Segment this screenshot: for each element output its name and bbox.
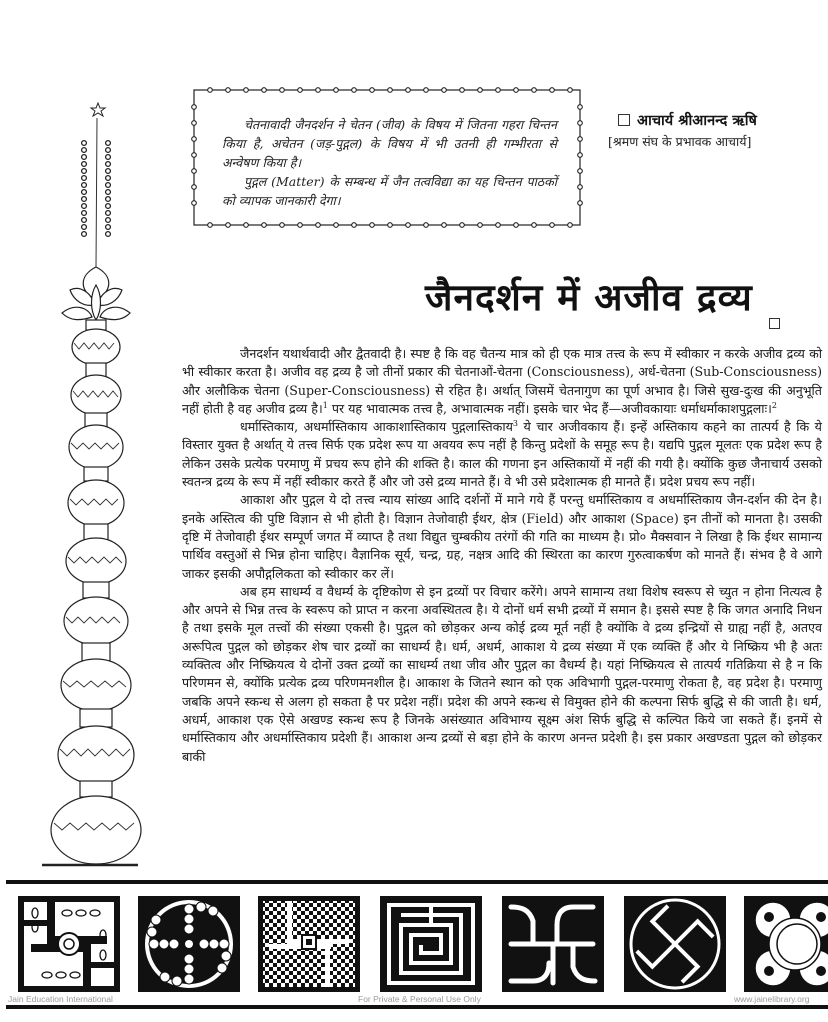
footer-website-link[interactable]: www.jainelibrary.org — [734, 994, 810, 1004]
intro-text — [222, 115, 557, 210]
paragraph-text: धर्मास्तिकाय, अधर्मास्तिकाय आकाशास्तिकाय पुद्गलास्तिकाय — [240, 419, 513, 435]
article-title: जैनदर्शन में अजीव द्रव्य — [425, 275, 753, 319]
swastika-with-beads-tile-icon — [137, 895, 241, 993]
decorative-tile-band — [17, 895, 828, 993]
footer-usage-note: For Private & Personal Use Only — [358, 994, 481, 1004]
band-rule-bottom — [6, 1005, 828, 1009]
intro-paragraph: चेतनावादी जैनदर्शन ने चेतन (जीव) के विषय में जितना गहरा चिन्तन किया है, अचेतन (जड़-पुद्गल) के विषय में भी उतनी ही गम्भीरता से अन्वेषण किया है। — [222, 117, 557, 170]
pillar-ornament — [0, 95, 180, 875]
swastika-with-vines-tile-icon — [17, 895, 121, 993]
body-paragraph — [182, 418, 822, 491]
square-ornament-icon — [769, 318, 780, 329]
body-paragraph: आकाश और पुद्गल ये दो तत्त्व न्याय सांख्य आदि दर्शनों में माने गये हैं परन्तु धर्मास्तिकाय व अधर्मास्तिकाय जैन-दर्शन की देन है। इनके अस्तित्व की पुष्टि विज्ञान से भी होती है। विज्ञान तेजोवाही ईथर, क्षेत्र (Field) और आकाश (Space) इन तीनों को मानता है। उसकी दृष्टि में तेजोवाही ईथर सम्पूर्ण जगत में व्याप्त है तथा विद्युत चुम्बकीय तरंगों की गति का माध्यम है। प्रो० मैक्सवान ने लिखा है कि ईथर सामान्य पार्थिव वस्तुओं से भिन्न होना चाहिए। वैज्ञानिक सूर्य, चन्द्र, ग्रह, नक्षत्र आदि की स्थिरता का कारण गुरुत्वाकर्षण को मानते हैं। संभव है वे आगे जाकर इसकी अपौद्गलिकता को स्वीकार कर लें। — [182, 492, 822, 581]
author-role: [श्रमण संघ के प्रभावक आचार्य] — [608, 134, 752, 149]
article-body — [182, 345, 822, 766]
footnote-ref[interactable]: 2 — [771, 400, 777, 410]
maze-tile-icon — [379, 895, 483, 993]
author-name-row — [618, 110, 828, 130]
footnote-ref[interactable]: 1 — [322, 400, 328, 410]
paragraph-text: पर यह भावात्मक तत्त्व है, अभावात्मक नहीं। इसके चार भेद हैं—अजीवकायाः धर्माधर्माकाशपुद्गलाः। — [327, 400, 772, 416]
floral-rosette-tile-icon — [743, 895, 828, 993]
intro-paragraph: पुद्गल (Matter) के सम्बन्ध में जैन तत्वविद्या का यह चिन्तन पाठकों को व्यापक जानकारी देगा। — [222, 174, 557, 208]
intro-box — [190, 85, 585, 230]
footnote-ref[interactable]: 3 — [512, 419, 518, 428]
author-name: आचार्य श्रीआनन्द ऋषि — [637, 112, 757, 129]
footer-publisher: Jain Education International — [8, 994, 113, 1004]
paragraph-text: ये चार अजीवकाय हैं। इन्हें अस्तिकाय कहने का तात्पर्य है कि ये विस्तार युक्त है अर्थात् ये तत्त्व सिर्फ एक प्रदेश रूप या अवयव रूप नहीं है किन्तु प्रदेशों के समूह रूप है। यद्यपि पुद्गल मूलतः एक प्रदेश रूप है लेकिन उसके प्रत्येक परमाणु में प्रचय रूप होने की शक्ति है। काल की गणना इन अस्तिकायों में नहीं की गयी है। क्योंकि कुछ जैनाचार्य उसको स्वतन्त्र द्रव्य के रूप में नहीं स्वीकार करते हैं और जो उसे द्रव्य मानते हैं। वे भी उसे प्रदेशात्मक ही मानते हैं। प्रदेश प्रचय रूप नहीं। — [182, 419, 822, 490]
paragraph-text: जैनदर्शन यथार्थवादी और द्वैतवादी है। स्पष्ट है कि वह चैतन्य मात्र को ही एक मात्र तत्त्व के रूप में स्वीकार न करके अजीव द्रव्य को भी स्वीकार करता है। अजीव वह द्रव्य है जो तीनों प्रकार की चेतनाओं-चेतना (Consciousness), अर्ध-चेतना (Sub-Consciousness) और अलौकिक चेतना (Super-Consciousness) से रहित है। अर्थात् जिसमें चेतनागुण का पूर्ण अभाव है। जिसे सुख-दुःख की अनुभूति नहीं होती है वह अजीव द्रव्य है। — [182, 346, 822, 416]
band-rule-top — [6, 880, 828, 884]
author-block — [608, 110, 828, 150]
circular-swastika-tile-icon — [623, 895, 727, 993]
checkered-swastika-tile-icon — [257, 895, 361, 993]
curved-swastika-tile-icon — [501, 895, 605, 993]
body-paragraph: अब हम साधर्म्य व वैधर्म्य के दृष्टिकोण से इन द्रव्यों पर विचार करेंगे। अपने सामान्य तथा विशेष स्वरूप से च्युत न होना नित्यत्व है और अपने से भिन्न तत्त्व के स्वरूप को प्राप्त न करना अवस्थितत्व है। ये दोनों धर्म सभी द्रव्यों में समान है। इससे स्पष्ट है कि जगत अनादि निधन है तथा इसके मूल तत्त्वों की संख्या एकसी है। पुद्गल को छोड़कर अन्य कोई द्रव्य मूर्त नहीं है क्योंकि वे द्रव्य इन्द्रियों से ग्राह्य नहीं है, अतएव अरूपित्व पुद्गल को छोड़कर शेष चार द्रव्यों का साधर्म्य है। धर्म, अधर्म, आकाश ये द्रव्य संख्या में एक व्यक्ति हैं और ये निष्क्रिय भी है अतः व्यक्तित्व और निष्क्रियत्व ये दोनों उक्त द्रव्यों का साधर्म्य तथा जीव और पुद्गल का वैधर्म्य है। यहां निष्क्रियत्व से तात्पर्य गतिक्रिया से है न कि परिणमन से, क्योंकि प्रत्येक द्रव्य परिणमनशील है। आकाश के जितने स्थान को एक अविभागी पुद्गल-परमाणु रोकता है, वह प्रदेश है। परमाणु जबकि अपने स्कन्ध से अलग हो सकता है पर प्रदेश नहीं। प्रदेश की अपने स्कन्ध से विमुक्त होने की कल्पना सिर्फ बुद्धि से की जाती है। धर्म, अधर्म, आकाश एक ऐसे अखण्ड स्कन्ध रूप है जिनके असंख्यात अविभाग्य सूक्ष्म अंश सिर्फ बुद्धि से कल्पित किये जा सकते हैं। इनमें से धर्मास्तिकाय और अधर्मास्तिकाय प्रदेशी हैं। आकाश अन्य द्रव्यों से बड़ा होने के कारण अनन्त प्रदेशी है। इस प्रकार अखण्डता पुद्गल को छोड़कर बाकी — [182, 583, 822, 764]
kalash-pillar-icon — [0, 95, 180, 875]
body-paragraph — [182, 345, 822, 418]
square-bullet-icon — [618, 114, 630, 126]
